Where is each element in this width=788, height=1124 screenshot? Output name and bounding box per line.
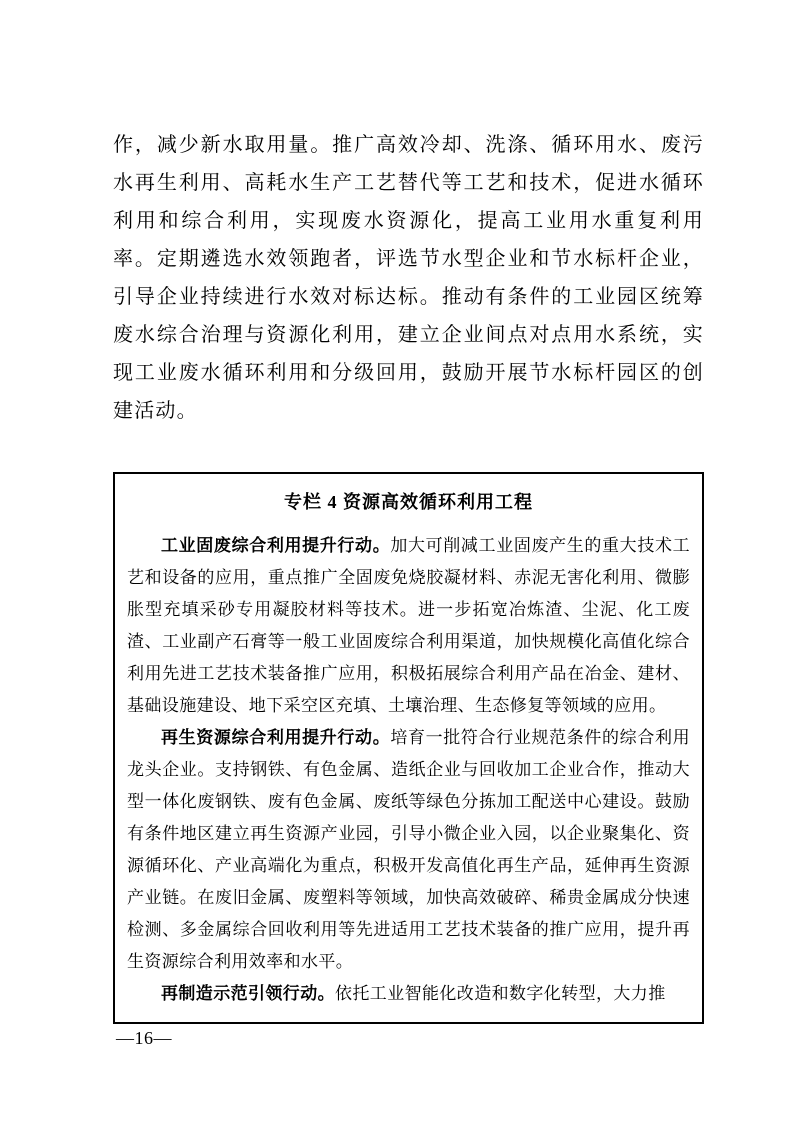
body-paragraph: 作，减少新水取用量。推广高效冷却、洗涤、循环用水、废污水再生利用、高耗水生产工艺替代等工艺和技术，促进水循环利用和综合利用，实现废水资源化，提高工业用水重复利用率。定期遴选水效领跑者，评选节水型企业和节水标杆企业，引导企业持续进行水效对标达标。推动有条件的工业园区统筹废水综合治理与资源化利用，建立企业间点对点用水系统，实现工业废水循环利用和分级回用，鼓励开展节水标杆园区的创建活动。 bbox=[113, 134, 704, 422]
box-section-text: 加大可削减工业固废产生的重大技术工艺和设备的应用，重点推广全固废免烧胶凝材料、赤泥无害化利用、微膨胀型充填采砂专用凝胶材料等技术。进一步拓宽冶炼渣、尘泥、化工废渣、工业副产石膏等一般工业固废综合利用渠道，加快规模化高值化综合利用先进工艺技术装备推广应用，积极拓展综合利用产品在冶金、建材、基础设施建设、地下采空区充填、土壤治理、生态修复等领域的应用。 bbox=[127, 536, 690, 715]
box-section-text: 培育一批符合行业规范条件的综合利用龙头企业。支持钢铁、有色金属、造纸企业与回收加工企业合作，推动大型一体化废钢铁、废有色金属、废纸等绿色分拣加工配送中心建设。鼓励有条件地区建立再生资源产业园，引导小微企业入园，以企业聚集化、资源循环化、产业高端化为重点，积极开发高值化再生产品，延伸再生资源产业链。在废旧金属、废塑料等领域，加快高效破碎、稀贵金属成分快速检测、多金属综合回收利用等先进适用工艺技术装备的推广应用，提升再生资源综合利用效率和水平。 bbox=[127, 728, 690, 971]
box-section-renewable-resources bbox=[127, 722, 690, 978]
box-section-industrial-solid-waste bbox=[127, 530, 690, 722]
box-section-lead: 再生资源综合利用提升行动。 bbox=[161, 728, 391, 747]
page-content bbox=[113, 126, 704, 1024]
box-title: 专栏 4 资源高效循环利用工程 bbox=[284, 492, 533, 512]
highlight-box bbox=[113, 472, 704, 1024]
page-number: —16— bbox=[116, 1028, 172, 1048]
box-section-text: 依托工业智能化改造和数字化转型，大力推 bbox=[335, 984, 666, 1003]
box-section-remanufacturing bbox=[127, 978, 690, 1010]
box-section-lead: 再制造示范引领行动。 bbox=[161, 984, 335, 1003]
box-section-lead: 工业固废综合利用提升行动。 bbox=[161, 536, 391, 555]
